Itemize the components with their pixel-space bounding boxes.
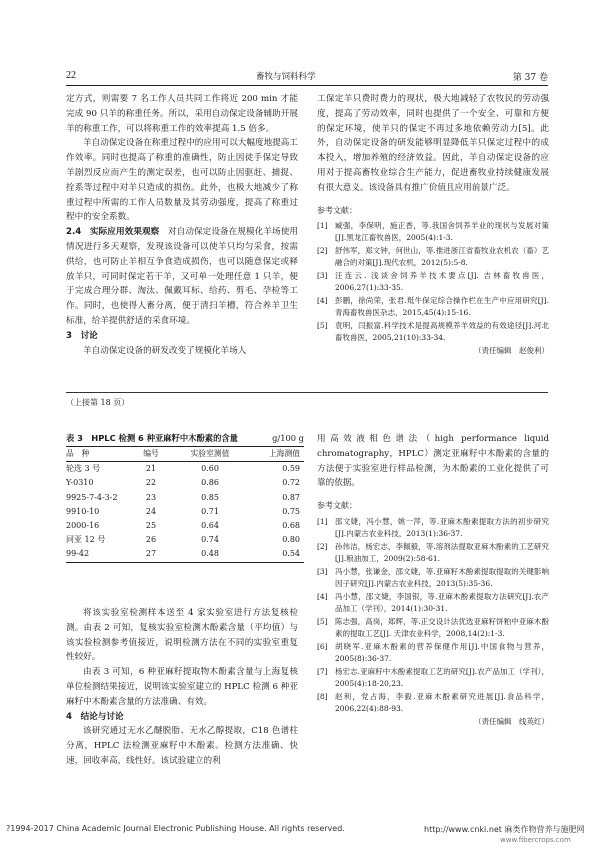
references [317,204,549,358]
watermark-text: www.fibercrops.com [500,836,571,844]
reference-item: [1] 邵文婕，冯小慧，姚一萍，等.亚麻木酚素提取方法的初步研究[J].内蒙古农业科技，2013(1):36-37. [317,516,549,538]
reference-item: [3] 冯小慧，张谦金，邵文婕，等.亚麻籽木酚素提取提取的关键影响因子研究[J].内蒙古农业科技，2013(5):35-36. [317,566,549,588]
paragraph: 羊自动保定设备在称重过程中的应用可以大幅度地提高工作效率。同时也提高了称重的准确性，防止因徒手保定导致羊剧烈反应而产生的测定误差，也可以防止因驱赶、捕捉、拴系等过程中对羊只造成的损伤。此外，也极大地减少了称重过程中所需的工作人员数量及其劳动强度，提高了称重过程中的安全系数。 [66,138,298,223]
reference-item: [3] 汪连云. 浅谈舍饲养羊技术要点[J]. 吉林畜牧兽医，2006,27(1):33-35. [317,271,549,293]
page-number: 22 [66,70,76,81]
source-url: http://www.cnki.net 麻类作物营养与施肥网 [424,825,585,834]
continued-note: （上接第 18 页） [66,398,130,407]
section-heading: 4 结论与讨论 [66,711,124,722]
table-row: 同亚 12 号 26 0.74 0.80 [66,535,300,545]
references-title: 参考文献： [317,205,357,215]
top-left-column [66,92,298,358]
journal-name: 畜牧与饲料科学 [256,72,316,82]
references [317,499,549,728]
copyright-text: ?1994-2017 China Academic Journal Electronic Publishing House. All rights reserved. [6,824,345,833]
reference-item: [6] 胡晓军.亚麻木酚素的营养保健作用[J].中国食物与营养，2005(8):36-37. [317,641,549,663]
table-row: 9925-7-4-3-2 23 0.85 0.87 [66,492,300,502]
editor-note: （责任编辑 赵俊利） [474,346,549,356]
table-row: Y-0310 22 0.86 0.72 [66,478,300,488]
reference-item: [4] 彭鹏，徐尚荣，张君.羝牛保定综合操作栏在生产中应用研究[J].青海畜牧兽医杂志，2015,45(4):15-16. [317,296,549,318]
top-right-column [317,92,549,357]
reference-item: [1] 臧强，李保明，施正香，等.我国舍饲养羊业的现状与发展对策[J].黑龙江畜牧兽医，2005(4):1-3. [317,221,549,243]
running-header [66,66,548,86]
paragraph: 定方式，则需要 7 名工作人员共同工作将近 200 min 才能完成 90 只羊的称重任务。所以，采用自动保定设备辅助开展羊的称重工作，可以将称重工作的效率提高 1.5 倍多。 [66,94,298,134]
reference-item: [2] 舒伟军，郑文钟，何世山，等.推进浙江省畜牧业农机农（畜）艺融合的对策[J].现代农机，2012(5):5-8. [317,246,549,268]
article-divider [66,392,548,393]
reference-item: [5] 袁明，闫振富.科学技术是提高规模养羊效益的有效途径[J].河北畜牧兽医，2005,21(10):33-34. [317,321,549,343]
table-row: 2000-16 25 0.64 0.68 [66,520,300,530]
paragraph: 由表 3 可知，6 种亚麻籽提取物木酚素含量与上海复核单位检测结果接近，说明该实验室建立的 HPLC 检测 6 种亚麻籽中木酚素含量的方法准确、有效。 [66,667,298,707]
bottom-right-column [317,432,549,728]
table-row: 轮选 3 号 21 0.60 0.59 [66,464,300,474]
reference-item: [7] 杨宏志.亚麻籽中木酚素提取工艺的研究[J].农产品加工（学刊），2005(4):18-20,23. [317,666,549,688]
bottom-left-column [66,606,298,769]
paragraph: 对自动保定设备在规模化羊场使用情况进行多天观察，发现该设备可以使羊只均匀采食，按需供给，也可防止羊相互争食造成损伤，也可以随意保定或释放羊只，可同时保定若干羊，又可单一处理任意 1 只羊，便于完成合理分群、淘汰、佩戴耳标、给药、剪毛、孕检等工作。同时，也使得人畜分离，便于清扫羊槽，符合养羊卫生标准，给羊提供舒适的采食环境。 [66,227,298,326]
reference-item: [4] 冯小慧，邵文婕，李国银，等.亚麻木酚素提取方法研究[J].农产品加工（学刊），2014(1):30-31. [317,591,549,613]
table-row: 9910-10 24 0.71 0.75 [66,506,300,516]
volume-label: 第 37 卷 [512,73,548,83]
table-header-row: 品 种 编号 实验室测值 上海测值 [66,449,300,458]
table-unit: g/100 g [272,433,304,443]
paragraph: 该研究通过无水乙醚脱脂、无水乙醇提取，C18 色谱柱分离，HPLC 法检测亚麻籽中木酚素。检测方法准确、快速，回收率高，线性好。该试验建立的利 [66,726,298,766]
references-title: 参考文献： [317,501,357,511]
header-rule [66,85,548,86]
paragraph: 羊自动保定设备的研发改变了规模化羊场人 [83,345,247,356]
editor-note: （责任编辑 线英红） [474,716,549,726]
section-heading: 2.4 实际应用效果观察 [66,227,160,238]
table-caption: 表 3 HPLC 检测 6 种亚麻籽中木酚素的含量 g/100 g [66,433,304,443]
results-table [66,432,304,563]
reference-item: [8] 赵利，党占海，李毅.亚麻木酚素研究进展[J].食品科学，2006,22(4):88-93. [317,691,549,713]
paragraph: 用高效液相色谱法（high performance liquid chromatography，HPLC）测定亚麻籽中木酚素的含量的方法便于实验室进行样品检测，为木酚素的工业化提供了可靠的依据。 [317,434,549,489]
table-row: 99-42 27 0.48 0.54 [66,549,300,559]
paragraph: 工保定羊只费时费力的现状，极大地减轻了农牧民的劳动强度，提高了劳动效率，同时也提供了一个安全、可靠和方便的保定环境，使羊只的保定不再过多地依赖劳动力[5]。此外，自动保定设备的研发能够明显降低羊只保定过程中的成本投入，增加养殖的经济效益。因此，羊自动保定设备的应用对于提高畜牧业综合生产能力，促进畜牧业持续健康发展有很大意义。该设备具有推广价值且应用前景广泛。 [317,94,549,193]
paragraph: 将该实验室检测样本送至 4 家实验室进行方法复核检测。由表 2 可知，复核实验室检测木酚素含量（平均值）与该实验检测参考值接近，说明检测方法在不同的实验室重复性较好。 [66,608,298,663]
reference-item: [2] 孙伟洁，杨宏志，李佩毅，等.溶剂法提取亚麻木酚素的工艺研究[J].粮油加工，2009(2):58-61. [317,541,549,563]
reference-item: [5] 陈志强，高岗，郑辉，等.正交设计法优选亚麻籽饼粕中亚麻木酚素的提取工艺[J]. 天津农业科学，2008,14(2):1-3. [317,616,549,638]
section-heading: 3 讨论 [66,330,98,341]
